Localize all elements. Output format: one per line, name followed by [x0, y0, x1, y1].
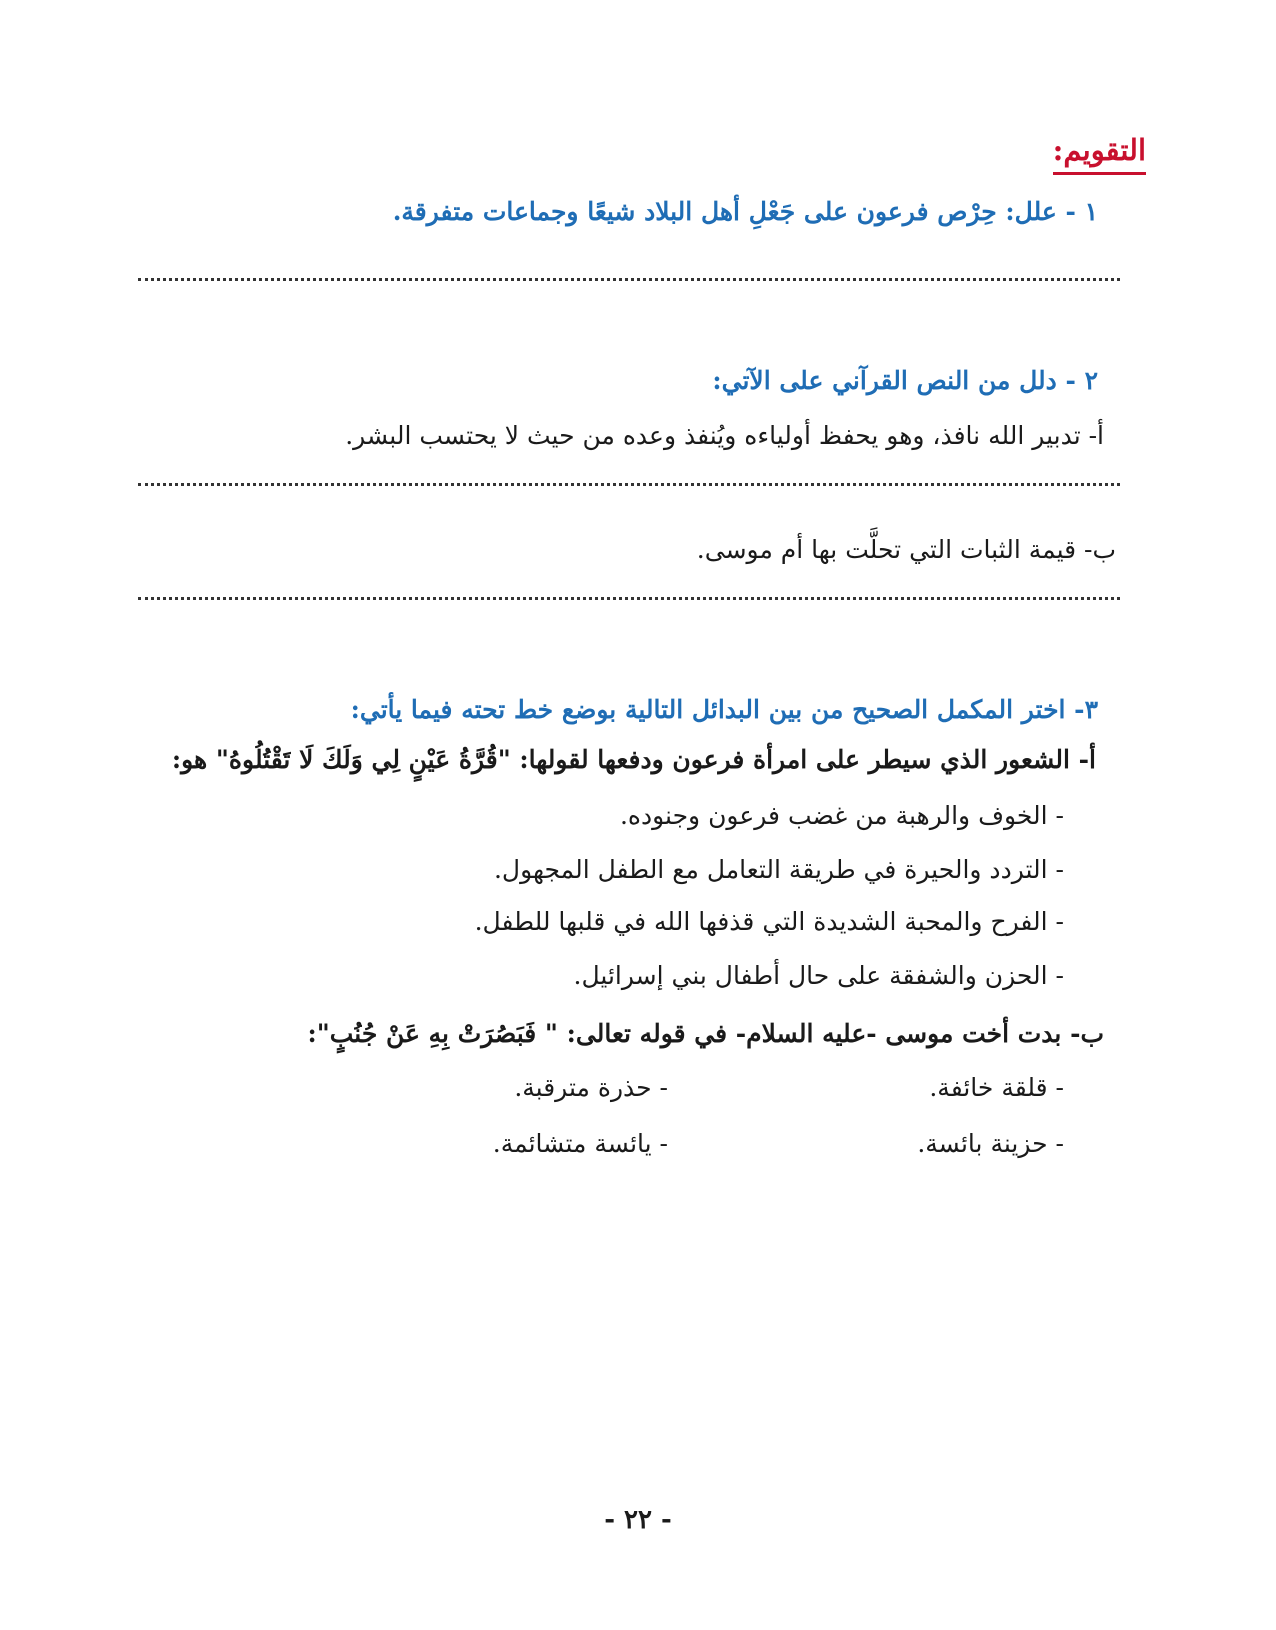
question-2: ٢ - دلل من النص القرآني على الآتي:	[712, 366, 1098, 395]
answer-line-2a[interactable]	[138, 483, 1120, 486]
option-3a-1[interactable]: - الخوف والرهبة من غضب فرعون وجنوده.	[619, 801, 1064, 830]
option-3b-1[interactable]: - قلقة خائفة.	[929, 1073, 1064, 1102]
question-3b-stem: ب- بدت أخت موسى -عليه السلام- في قوله تعالى: " فَبَصُرَتْ بِهِ عَنْ جُنُبٍ":	[307, 1019, 1104, 1048]
question-2a: أ- تدبير الله نافذ، وهو يحفظ أولياءه ويُنفذ وعده من حيث لا يحتسب البشر.	[345, 421, 1104, 450]
option-3a-3[interactable]: - الفرح والمحبة الشديدة التي قذفها الله في قلبها للطفل.	[474, 907, 1064, 936]
question-1: ١ - علل: حِرْص فرعون على جَعْلِ أهل البلاد شيعًا وجماعات متفرقة.	[392, 197, 1098, 226]
option-3a-2[interactable]: - التردد والحيرة في طريقة التعامل مع الطفل المجهول.	[493, 855, 1064, 884]
option-3b-4[interactable]: - يائسة متشائمة.	[492, 1129, 668, 1158]
question-2b: ب- قيمة الثبات التي تحلَّت بها أم موسى.	[696, 535, 1116, 564]
section-heading: التقويم:	[1053, 128, 1146, 175]
question-3: ٣- اختر المكمل الصحيح من بين البدائل التالية بوضع خط تحته فيما يأتي:	[350, 695, 1098, 724]
question-3a-stem: أ- الشعور الذي سيطر على امرأة فرعون ودفعها لقولها: "قُرَّةُ عَيْنٍ لِي وَلَكَ لَا تَقْتُلُوهُ" هو:	[171, 745, 1096, 774]
answer-line-2b[interactable]	[138, 597, 1120, 600]
option-3a-4[interactable]: - الحزن والشفقة على حال أطفال بني إسرائيل.	[573, 961, 1064, 990]
page-number: - ٢٢ -	[604, 1505, 672, 1535]
option-3b-3[interactable]: - حزينة بائسة.	[917, 1129, 1064, 1158]
answer-line-1[interactable]	[138, 278, 1120, 281]
option-3b-2[interactable]: - حذرة مترقبة.	[514, 1073, 668, 1102]
